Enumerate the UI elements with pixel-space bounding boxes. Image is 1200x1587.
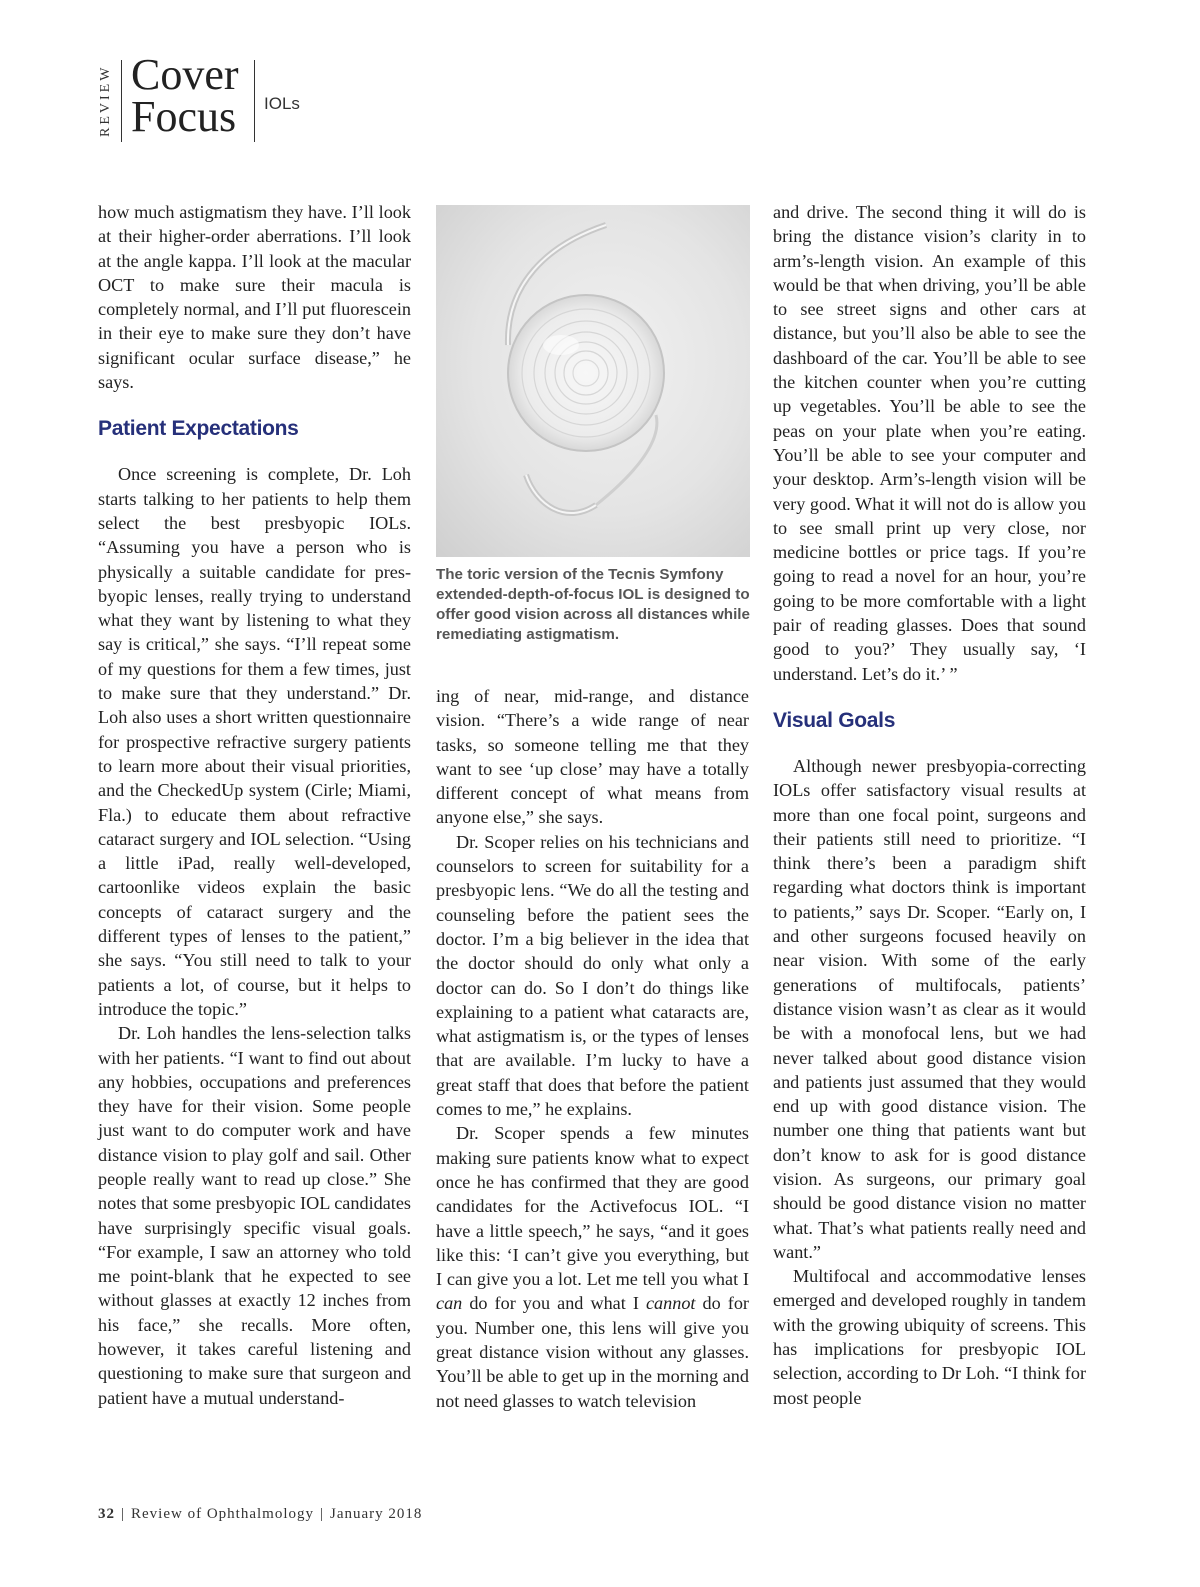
article-column-2 (436, 684, 749, 1413)
emphasis-cannot: cannot (645, 1293, 696, 1314)
text-run: Dr. Scoper spends a few minutes making sure patients know what to expect once he has confirmed that they are good candidates for the Activefocus IOL. “I have a little speech,” he says, “and it goes like this: ‘I can’t give you everything, but I can give you a lot. Let me tell you what I (436, 1123, 749, 1290)
issue-date: January 2018 (330, 1506, 423, 1522)
paragraph: Dr. Scoper relies on his technicians and counselors to screen for suitability for a presbyopic lens. “We do all the testing and counseling before the patient sees the doctor. I’m a big believer in the idea that the doctor should do only what only a doctor can do. So I don’t do things like explaining to a patient what cataracts are, what astigmatism is, or the types of lenses that are available. I’m lucky to have a great staff that does that before the patient comes to me,” he explains. (436, 831, 749, 1120)
header-divider (254, 60, 255, 142)
paragraph: how much astigmatism they have. I’ll look at their higher-order aberrations. I’ll look at the angle kappa. I’ll look at the macular OCT to make sure their macula is completely normal, and I’ll put fluorescein in their eye to make sure they don’t have significant ocular surface disease,” he says. (98, 202, 411, 393)
title-line-2: Focus (131, 92, 237, 141)
publication-name: Review of Ophthalmology (131, 1506, 314, 1522)
emphasis-can: can (436, 1293, 463, 1314)
figure-caption: The toric version of the Tecnis Symfony extended-depth-of-focus IOL is designed to offer good vision across all distances while remediating astigmatism. (436, 566, 750, 643)
text-run: do for you. Number one, this lens will give you great distance vision without any glasses. You’ll be able to get up in the morning and not need glasses to watch television (436, 1293, 749, 1411)
magazine-vertical-label: REVIEW (98, 64, 113, 138)
page-footer (98, 1506, 422, 1523)
iol-photo (436, 205, 750, 557)
article-column-1 (98, 200, 411, 1410)
section-label: IOLs (264, 94, 300, 113)
article-column-3 (773, 200, 1086, 1410)
paragraph: Once screening is complete, Dr. Loh starts talking to her patients to help them select the best presbyopic IOLs. “Assuming you have a person who is physically a suitable candidate for presbyopic lenses, really trying to understand what they want by listening to what they say is critical,” she says. “I’ll repeat some of my questions for them a few times, just to make sure that they understand.” Dr. Loh also uses a short written questionnaire for prospective refractive surgery patients to learn more about their visual priorities, and the CheckedUp system (Cirle; Miami, Fla.) to educate them about refractive cataract surgery and IOL selection. “Using a little iPad, really well-developed, cartoonlike videos explain the basic concepts of cataract surgery and the different types of lenses to the patient,” she says. “You still need to talk to your patients a lot, of course, but it helps to introduce the topic.” (98, 464, 411, 1019)
footer-separator: | (320, 1506, 325, 1522)
section-heading-visual-goals: Visual Goals (773, 708, 896, 732)
paragraph: ing of near, mid-range, and distance vision. “There’s a wide range of near tasks, so someone telling me that they want to see ‘up close’ may have a totally different concept of what means from anyone else,” she says. (436, 686, 749, 828)
paragraph: Dr. Loh handles the lens-selection talks with her patients. “I want to find out about any hobbies, occupations and preferences they have for their vision. Some people just want to do computer work and have distance vision to play golf and sail. Other people really want to read up close.” She notes that some presbyopic IOL candidates have surprisingly specific visual goals. “For example, I saw an attorney who told me point-blank that he expected to see without glasses at exactly 12 inches from his face,” she recalls. More often, however, it takes careful listening and questioning to make sure that surgeon and patient have a mutual understand- (98, 1023, 411, 1408)
title-line-1: Cover (131, 50, 239, 99)
cover-focus-title (131, 50, 239, 141)
paragraph: Multifocal and accommodative lenses emerged and developed roughly in tandem with the growing ubiquity of screens. This has implications for presbyopic IOL selection, according to Dr Loh. “I think for most people (773, 1266, 1086, 1408)
header-divider (121, 60, 122, 142)
lens-figure (436, 205, 750, 645)
iol-lens-illustration (436, 205, 750, 557)
footer-separator: | (121, 1506, 126, 1522)
paragraph: and drive. The second thing it will do is bring the distance vision’s clarity in to arm’s-length vision. An example of this would be that when driving, you’ll be able to see street signs and other cars at distance, but you’ll also be able to see the dashboard of the car. You’ll be able to see the kitchen counter when you’re cutting up vegetables. You’ll be able to see the peas on your plate when you’re eating. You’ll be able to see your computer and your desktop. Arm’s-length vision will be very good. What it will not do is allow you to see small print up very close, nor medicine bottles or price tags. If you’re going to read a novel for an hour, you’re going to be more comfortable with a light pair of reading glasses. Does that sound good to you?’ They usually say, ‘I understand. Let’s do it.’ ” (773, 202, 1086, 684)
text-run: do for you and what I (462, 1293, 646, 1314)
paragraph: Although newer presbyopia-correcting IOLs offer satisfactory visual results at more than one focal point, surgeons and their patients still need to prioritize. “I think there’s been a paradigm shift regarding what doctors think is important to patients,” says Dr. Scoper. “Early on, I and other surgeons focused heavily on near vision. With some of the early generations of multifocals, patients’ distance vision wasn’t as clear as it would be with a monofocal lens, but we had never talked about good distance vision and patients just assumed that they would end up with good distance vision. The number one thing that patients want but don’t know to ask for is good distance vision. As surgeons, our primary goal should be good distance vision no matter what. That’s what patients really need and want.” (773, 755, 1086, 1262)
page-number: 32 (98, 1506, 115, 1522)
paragraph (436, 1121, 749, 1413)
section-heading-patient-expectations: Patient Expectations (98, 417, 299, 441)
